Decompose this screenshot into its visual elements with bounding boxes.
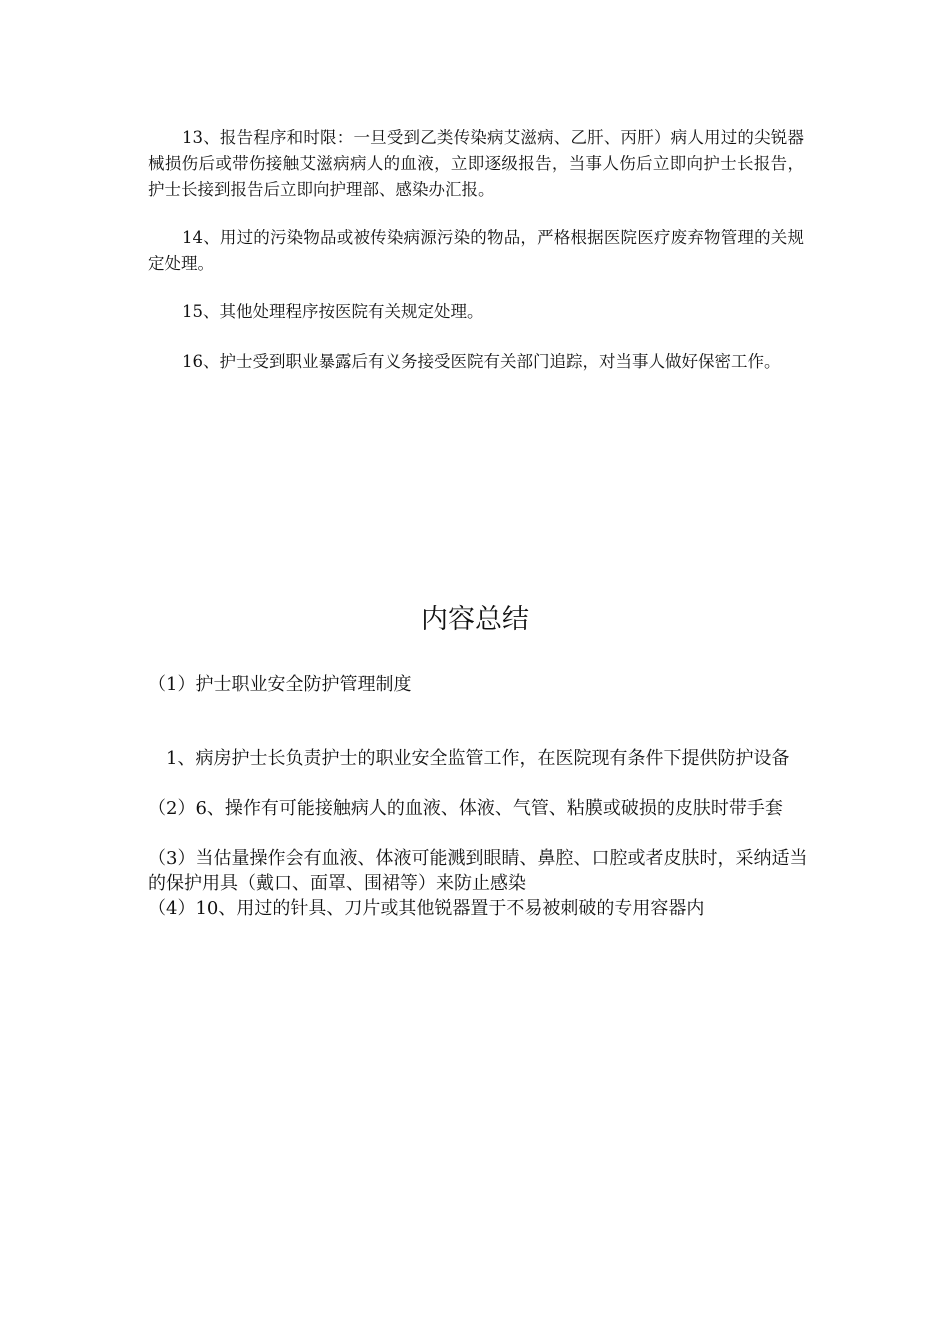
summary-title: 内容总结 — [421, 604, 529, 635]
paragraph-16: 16、护士受到职业暴露后有义务接受医院有关部门追踪，对当事人做好保密工作。 — [182, 352, 781, 371]
summary-item: （4）10、用过的针具、刀片或其他锐器置于不易被刺破的专用容器内 — [148, 898, 705, 919]
summary-item: （3）当估量操作会有血液、体液可能溅到眼睛、鼻腔、口腔或者皮肤时，采纳适当的保护用具（戴口、面罩、围裙等）来防止感染 — [148, 848, 808, 894]
summary-item: （2）6、操作有可能接触病人的血液、体液、气管、粘膜或破损的皮肤时带手套 — [148, 798, 783, 819]
paragraph-15: 15、其他处理程序按医院有关规定处理。 — [182, 302, 484, 321]
paragraph-13: 13、报告程序和时限：一旦受到乙类传染病艾滋病、乙肝、丙肝）病人用过的尖锐器械损伤后或带伤接触艾滋病病人的血液，立即逐级报告，当事人伤后立即向护士长报告，护士长接到报告后立即向护理部、感染办汇报。 — [148, 128, 804, 199]
summary-item: （1）护士职业安全防护管理制度 — [148, 674, 412, 695]
summary-item: 1、病房护士长负责护士的职业安全监管工作，在医院现有条件下提供防护设备 — [166, 748, 790, 769]
paragraph-14: 14、用过的污染物品或被传染病源污染的物品，严格根据医院医疗废弃物管理的关规定处理。 — [148, 228, 804, 273]
